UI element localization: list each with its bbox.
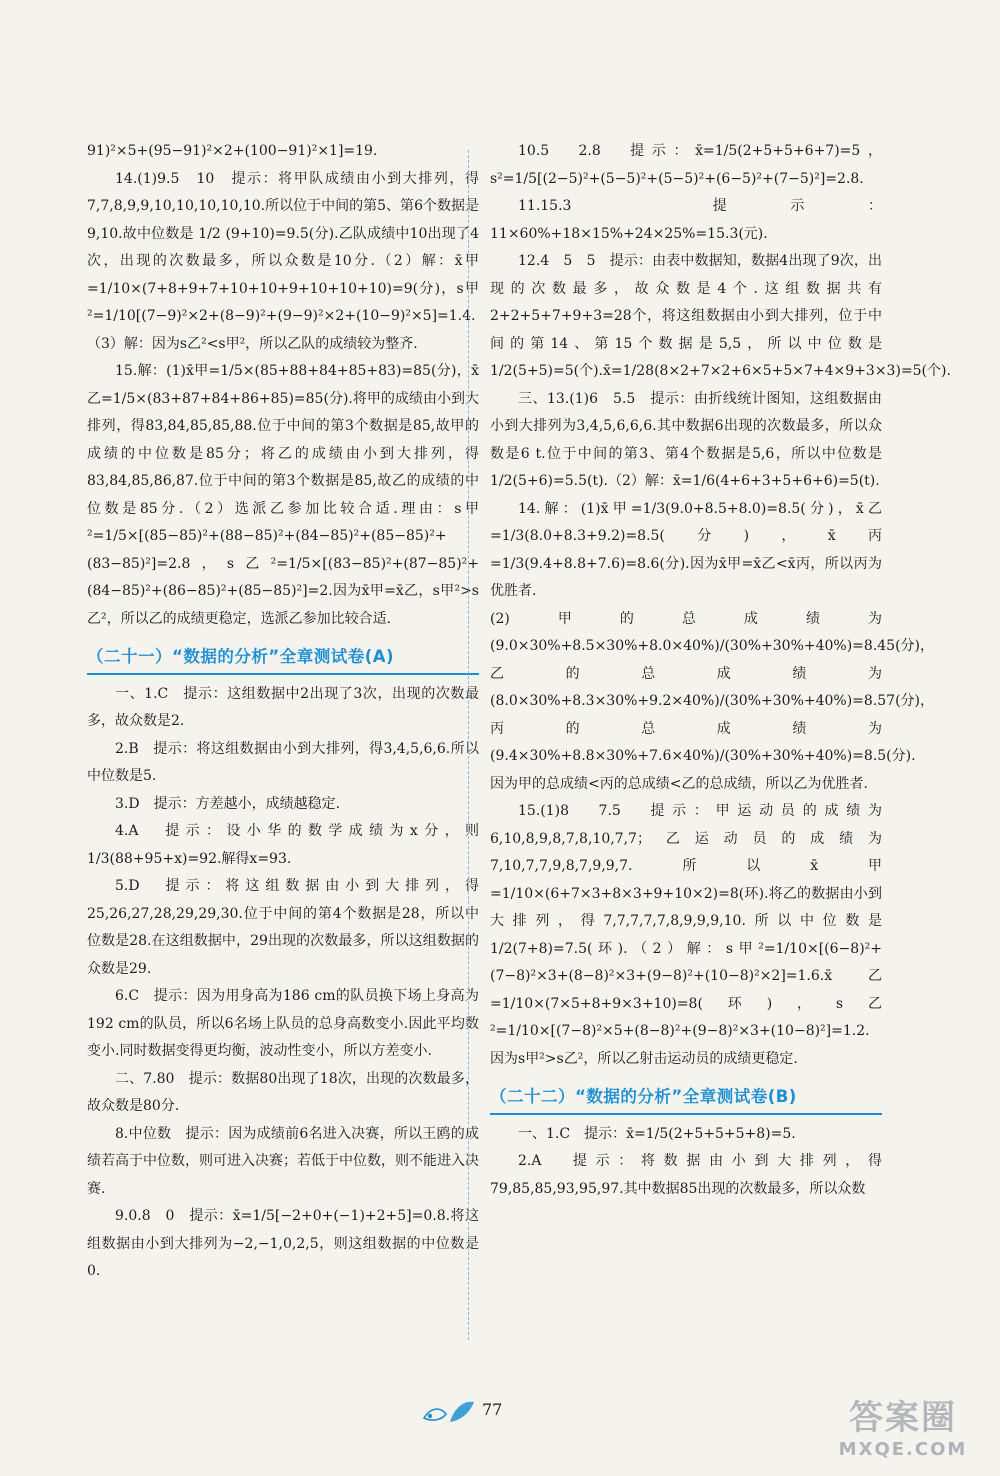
watermark-logo (828, 1390, 978, 1460)
answer-paragraph: 14.解：(1)x̄甲=1/3(9.0+8.5+8.0)=8.5(分)，x̄乙=1/3(8.0+8.3+9.2)=8.5(分)，x̄丙=1/3(9.4+8.8+7.6)=8.6(分).因为x̄甲=x̄乙<x̄丙，所以丙为优胜者. (490, 500, 882, 599)
answer-paragraph: 15.解：(1)x̄甲=1/5×(85+88+84+85+83)=85(分)，x̄乙=1/5×(83+87+84+86+85)=85(分).将甲的成绩由小到大排列，得83,84,85,85,88.位于中间的第3个数据是85,故甲的成绩的中位数是85分；将乙的成绩由小到大排列，得83,84,85,86,87.位于中间的第3个数据是85,故乙的成绩的中位数是85分.（2）选派乙参加比较合适.理由：s甲²=1/5×[(85−85)²+(88−85)²+(84−85)²+(85−85)²+(83−85)²]=2.8，s乙²=1/5×[(83−85)²+(87−85)²+(84−85)²+(86−85)²+(85−85)²]=2.因为x̄甲=x̄乙，s甲²>s乙²，所以乙的成绩更稳定，选派乙参加比较合适. (87, 363, 479, 627)
answer-paragraph: (2)甲的总成绩为(9.0×30%+8.5×30%+8.0×40%)/(30%+30%+40%)=8.45(分)，乙的总成绩为(8.0×30%+8.3×30%+9.2×40%)/(30%+30%+40%)=8.57(分)，丙的总成绩为(9.4×30%+8.8×30%+7.6×40%)/(30%+30%+40%)=8.5(分).因为甲的总成绩<丙的总成绩<乙的总成绩，所以乙为优胜者. (490, 610, 935, 792)
answer-paragraph: 三、13.(1)6 5.5 提示：由折线统计图知，这组数据由小到大排列为3,4,5,6,6,6.其中数据6出现的次数最多，所以众数是6 t.位于中间的第3、第4个数据是5,6，所以中位数是1/2(5+6)=5.5(t).（2）解：x̄=1/6(4+6+3+5+6+6)=5(t). (490, 390, 882, 489)
watermark-title: 答案圈 (849, 1398, 957, 1438)
answer-paragraph: 一、1.C 提示：这组数据中2出现了3次，出现的次数最多，故众数是2. (87, 685, 479, 729)
answer-paragraph: 12.4 5 5 提示：由表中数据知，数据4出现了9次，出现的次数最多，故众数是4个.这组数据共有2+2+5+7+9+3=28个，将这组数据由小到大排列，位于中间的第14、第15个数据是5,5，所以中位数是1/2(5+5)=5(个).x̄=1/28(8×2+7×2+6×5+5×7+4×9+3×3)=5(个). (490, 253, 951, 379)
answer-paragraph: 6.C 提示：因为用身高为186 cm的队员换下场上身高为192 cm的队员，所以6名场上队员的总身高数变小.因此平均数变小.同时数据变得更均衡，波动性变小，所以方差变小. (87, 988, 479, 1059)
section-heading: （二十一）“数据的分析”全章测试卷(A) (87, 643, 479, 675)
answer-paragraph: 91)²×5+(95−91)²×2+(100−91)²×1]=19. (87, 143, 378, 159)
answer-paragraph: 二、7.80 提示：数据80出现了18次，出现的次数最多，故众数是80分. (87, 1070, 479, 1114)
answer-paragraph: 2.B 提示：将这组数据由小到大排列，得3,4,5,6,6.所以中位数是5. (87, 740, 479, 784)
answer-paragraph: 8.中位数 提示：因为成绩前6名进入决赛，所以王鸥的成绩若高于中位数，则可进入决赛；若低于中位数，则不能进入决赛. (87, 1125, 479, 1197)
answer-paragraph: 2.A 提示：将数据由小到大排列，得79,85,85,93,95,97.其中数据85出现的次数最多，所以众数 (490, 1153, 882, 1197)
column-divider (468, 150, 469, 1340)
page-number: 77 (482, 1400, 503, 1419)
answer-paragraph: 9.0.8 0 提示：x̄=1/5[−2+0+(−1)+2+5]=0.8.将这组数据由小到大排列为−2,−1,0,2,5，则这组数据的中位数是0. (87, 1208, 479, 1279)
answer-paragraph: 15.(1)8 7.5 提示：甲运动员的成绩为6,10,8,9,8,7,8,10,7,7；乙运动员的成绩为7,10,7,7,9,8,7,9,9,7.所以x̄甲=1/10×(6+7×3+8×3+9+10×2)=8(环).将乙的数据由小到大排列，得7,7,7,7,7,8,9,9,9,10.所以中位数是1/2(7+8)=7.5(环).（2）解：s甲²=1/10×[(6−8)²+(7−8)²×3+(8−8)²×3+(9−8)²+(10−8)²×2]=1.6.x̄乙=1/10×(7×5+8+9×3+10)=8(环)，s乙²=1/10×[(7−8)²×5+(8−8)²+(9−8)²×3+(10−8)²]=1.2.因为s甲²>s乙²，所以乙射击运动员的成绩更稳定. (490, 803, 882, 1067)
answer-paragraph: 10.5 2.8 提示：x̄=1/5(2+5+5+6+7)=5，s²=1/5[(2−5)²+(5−5)²+(5−5)²+(6−5)²+(7−5)²]=2.8. (490, 143, 882, 187)
section-heading: （二十二）“数据的分析”全章测试卷(B) (490, 1083, 882, 1115)
answer-paragraph: 14.(1)9.5 10 提示：将甲队成绩由小到大排列，得7,7,8,9,9,10,10,10,10,10.所以位于中间的第5、第6个数据是9,10.故中位数是 1/2 (9+10)=9.5(分).乙队成绩中10出现了4次，出现的次数最多，所以众数是10分.（2）解：x̄甲=1/10×(7+8+9+7+10+10+9+10+10+10)=9(分)，s甲²=1/10[(7−9)²×2+(8−9)²+(9−9)²×2+(10−9)²×5]=1.4.（3）解：因为s乙²<s甲²，所以乙队的成绩较为整齐. (87, 170, 479, 352)
answer-paragraph: 11.15.3 提示：11×60%+18×15%+24×25%=15.3(元). (490, 198, 882, 242)
answer-paragraph: 一、1.C 提示：x̄=1/5(2+5+5+5+8)=5. (518, 1125, 796, 1142)
leaf-ornament-icon (420, 1396, 478, 1426)
answer-paragraph: 3.D 提示：方差越小，成绩越稳定. (115, 795, 341, 812)
left-column (87, 138, 479, 1286)
answer-paragraph: 4.A 提示：设小华的数学成绩为x分，则1/3(88+95+x)=92.解得x=93. (87, 823, 479, 867)
watermark-url: MXQE.COM (838, 1439, 968, 1460)
right-column (490, 138, 951, 1203)
answer-paragraph: 5.D 提示：将这组数据由小到大排列，得25,26,27,28,29,29,30.位于中间的第4个数据是28，所以中位数是28.在这组数据中，29出现的次数最多，所以这组数据的众数是29. (87, 878, 479, 977)
